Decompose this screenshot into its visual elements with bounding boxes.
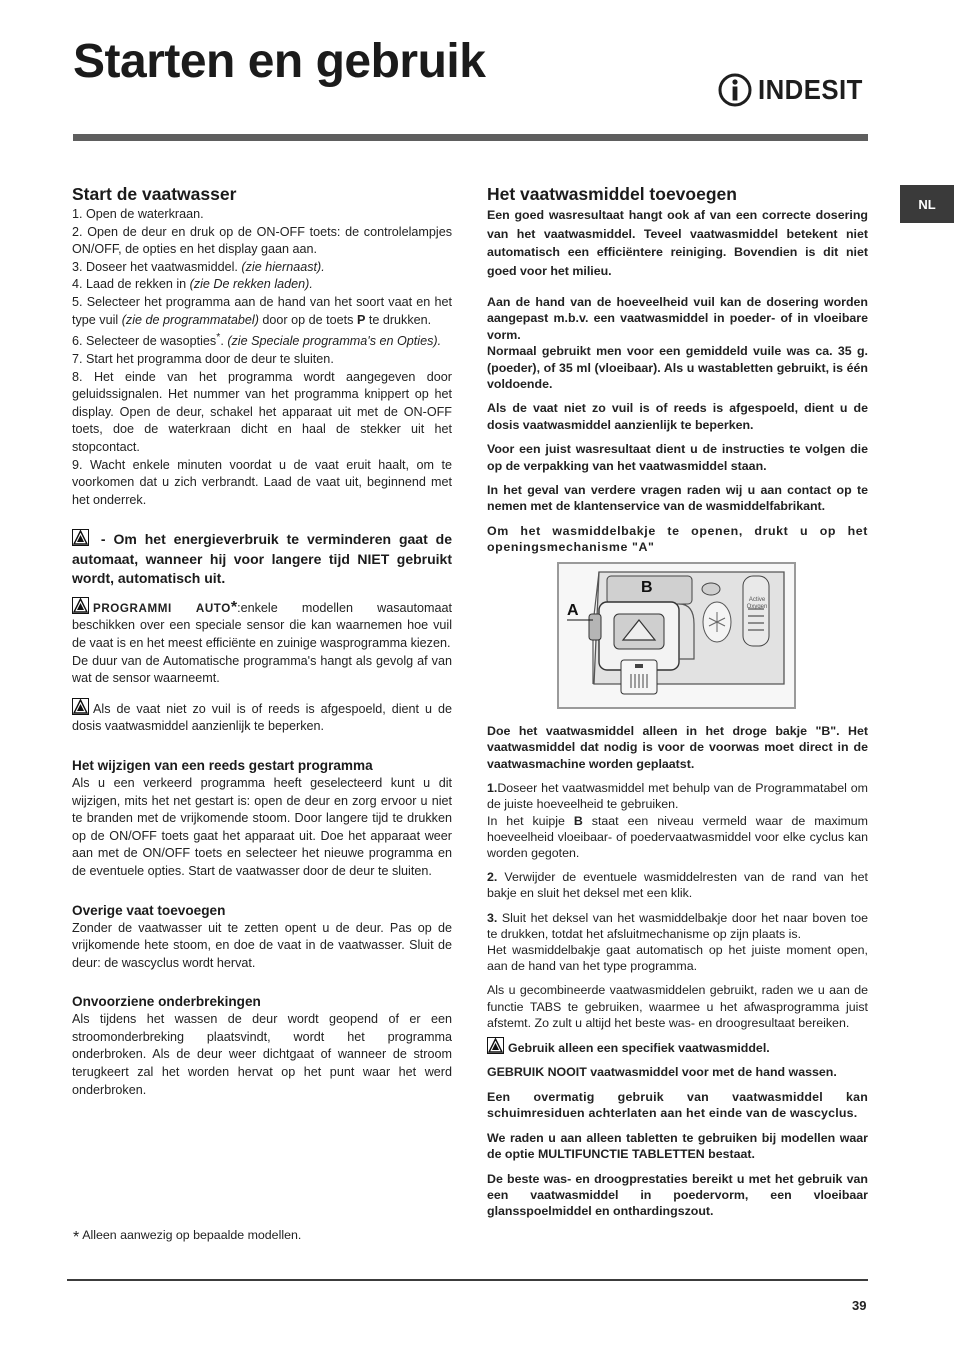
tabs-text: Als u gecombineerde vaatwasmiddelen gebruikt, raden we u aan de functie TABS te gebruiken, waarmee u het afwasprogramma juist afstemt. Zo zult u altijd het beste was- en droogresultaat bereiken.	[487, 983, 868, 1030]
step-6: 6. Selecteer de wasopties*. (zie Speciale programma's en Opties).	[72, 331, 442, 349]
step-7: 7. Start het programma door de deur te sluiten.	[72, 351, 334, 366]
step-2: 2. Open de deur en druk op de ON-OFF toets: de controlelampjes ON/OFF, de opties en het display gaan aan.	[72, 224, 452, 257]
right-column-lower	[487, 723, 868, 1220]
step-auto-open: Het wasmiddelbakje gaat automatisch op het juiste moment open, aan de hand van het type programma.	[487, 943, 868, 974]
step-4: 4. Laad de rekken in (zie De rekken laden).	[72, 277, 313, 292]
instructions-text: Voor een juist wasresultaat dient u de instructies te volgen die op de verpakking van het vaatwasmiddel staan.	[487, 442, 868, 473]
dosage-normal-text: Normaal gebruikt men voor een gemiddeld vuile was ca. 35 g. (poeder), of 35 ml (vloeibaar). Als u wastabletten gebruikt, is één voldoende.	[487, 344, 868, 392]
dirty-warning: Als de vaat niet zo vuil is of reeds is afgespoeld, dient u de dosis vaatwasmiddel aanzienlijk te beperken.	[72, 698, 452, 736]
auto-programs: PROGRAMMI AUTO*:enkele modellen wasautomaat beschikken over een speciale sensor die kan waarnemen hoe vuil de vaat is en het meest efficiënte en zuinige wasprogramma kiezen.	[72, 598, 453, 650]
warning-icon	[72, 698, 89, 715]
dispenser-drawing	[559, 564, 794, 707]
page-title: Starten en gebruik	[73, 35, 486, 88]
footnote: * Alleen aanwezig op bepaalde modellen.	[73, 1228, 302, 1246]
extra-heading: Overige vaat toevoegen	[72, 902, 226, 918]
step-clean-rim: 2. Verwijder de eventuele wasmiddelresten van de rand van het bakje en sluit het deksel met een klik.	[487, 870, 868, 901]
active-oxygen-label: Active Oxygen	[746, 597, 768, 610]
brand-name: INDESIT	[758, 74, 863, 105]
dispenser-illustration	[557, 562, 796, 709]
interrupt-text: Als tijdens het wassen de deur wordt geopend of er een stroomonderbreking plaatsvindt, wordt het programma onderbroken. Als de deur weer dichtgaat of wanneer de stroom terugkeert zal het worden hervat op het punt waar het werd onderbroken.	[72, 1012, 452, 1097]
footer-rule	[67, 1279, 868, 1281]
label-a: A	[567, 602, 579, 619]
interrupt-heading: Onvoorziene onderbrekingen	[72, 994, 261, 1010]
step-9: 9. Wacht enkele minuten voordat u de vaat eruit haalt, om te voorkomen dat u zich verbrandt. Laad de vaat uit, beginnend met het onderrek.	[72, 457, 452, 507]
right-column	[487, 182, 868, 556]
modify-text: Als u een verkeerd programma heeft geselecteerd kunt u dit wijzigen, mits het net gestart is: open de deur en zorg ervoor u niet te branden met de vrijkomende stoom. Door langere tijd te drukken op de ON/OFF toets gaat het apparaat uit. Doe het apparaat weer aan met de ON/OFF toets en selecteer het nieuwe programma en de eventuele opties. Start de vaatwasser door de deur te sluiten.	[72, 775, 452, 878]
warning-icon	[72, 597, 89, 614]
open-dispenser-text: Om het wasmiddelbakje te openen, drukt u op het openingsmechanisme "A"	[487, 523, 868, 555]
page-number: 39	[852, 1298, 867, 1313]
warning-foam: Een overmatig gebruik van vaatwasmiddel kan schuimresiduen achterlaten aan het einde van de wascyclus.	[487, 1089, 868, 1121]
left-column	[72, 182, 452, 1099]
label-b: B	[641, 579, 653, 596]
modify-heading: Het wijzigen van een reeds gestart programma	[72, 757, 373, 773]
auto-programs-duration: De duur van de Automatische programma's hangt als gevolg af van wat de sensor waarneemt.	[72, 653, 452, 686]
step-1: 1. Open de waterkraan.	[72, 207, 204, 221]
warning-hand-wash: GEBRUIK NOOIT vaatwasmiddel voor met de hand wassen.	[487, 1065, 837, 1080]
detergent-intro: Een goed wasresultaat hangt ook af van een correcte dosering van het vaatwasmiddel. Teveel vaatwasmiddel betekent niet automatisch een efficiëntere reiniging. Bovendien is dit niet goed voor het milieu.	[487, 208, 868, 278]
step-close-lid: 3. Sluit het deksel van het wasmiddelbakje door het naar boven toe te drukken, totdat het afsluitmechanisme op zijn plaats is.	[487, 910, 868, 941]
step-8: 8. Het einde van het programma wordt aangegeven door geluidssignalen. Het nummer van het programma knippert op het display. Open de deur, schakel het apparaat uit met de ON-OFF toets, doe de waterkraan dicht en haal de stekker uit het stopcontact.	[72, 369, 452, 454]
warning-tablets: We raden u aan alleen tabletten te gebruiken bij modellen waar de optie MULTIFUNCTIE TABLETTEN bestaat.	[487, 1130, 868, 1162]
warning-icon	[72, 529, 89, 546]
detergent-heading: Het vaatwasmiddel toevoegen	[487, 184, 737, 204]
header-rule	[73, 134, 868, 141]
brand-logo	[718, 72, 872, 108]
step-5: 5. Selecteer het programma aan de hand van het soort vaat en het type vuil (zie de programmatabel) door op de toets P te drukken.	[72, 294, 452, 327]
step-3: 3. Doseer het vaatwasmiddel. (zie hiernaast).	[72, 259, 325, 274]
indesit-logo-icon	[718, 72, 752, 108]
extra-text: Zonder de vaatwasser uit te zetten opent u de deur. Pas op de vrijkomende hete stoom, en doe de vaat in de vaatwasser. Sluit de deur: de wascyclus wordt hervat.	[72, 920, 452, 970]
language-tab: NL	[900, 185, 954, 223]
dry-compartment-text: Doe het vaatwasmiddel alleen in het droge bakje "B". Het vaatwasmiddel dat nodig is voor de voorwas moet direct in de vaatwasmachine worden geplaatst.	[487, 724, 868, 771]
warning-icon	[487, 1037, 504, 1054]
step-dose-level: In het kuipje B staat een niveau vermeld waar de maximum hoeveelheid vloeibaar- of poedervaatwasmiddel voor elke cyclus kan worden gegoten.	[487, 813, 868, 861]
warning-specific-detergent: Gebruik alleen een specifiek vaatwasmiddel.	[487, 1037, 868, 1056]
start-heading: Start de vaatwasser	[72, 184, 237, 204]
dosage-text: Aan de hand van de hoeveelheid vuil kan de dosering worden aangepast m.b.v. een vaatwasmiddel in poeder- of in vloeibare vorm.	[487, 295, 868, 342]
dirty-dishes-text: Als de vaat niet zo vuil is of reeds is afgespoeld, dient u de dosis vaatwasmiddel aanzienlijk te beperken.	[487, 401, 868, 432]
best-performance-text: De beste was- en droogprestaties bereikt u met het gebruik van een vaatwasmiddel in poedervorm, een vloeibaar glansspoelmiddel en onthardingszout.	[487, 1171, 868, 1219]
energy-warning: - Om het energieverbruik te verminderen gaat de automaat, wanneer hij voor langere tijd NIET gebruikt wordt, automatisch uit.	[72, 531, 452, 587]
step-dose: 1.Doseer het vaatwasmiddel met behulp van de Programmatabel om de juiste hoeveelheid te gebruiken.	[487, 781, 868, 812]
service-text: In het geval van verdere vragen raden wij u aan contact op te nemen met de klantenservice van de wasmiddelfabrikant.	[487, 483, 868, 514]
